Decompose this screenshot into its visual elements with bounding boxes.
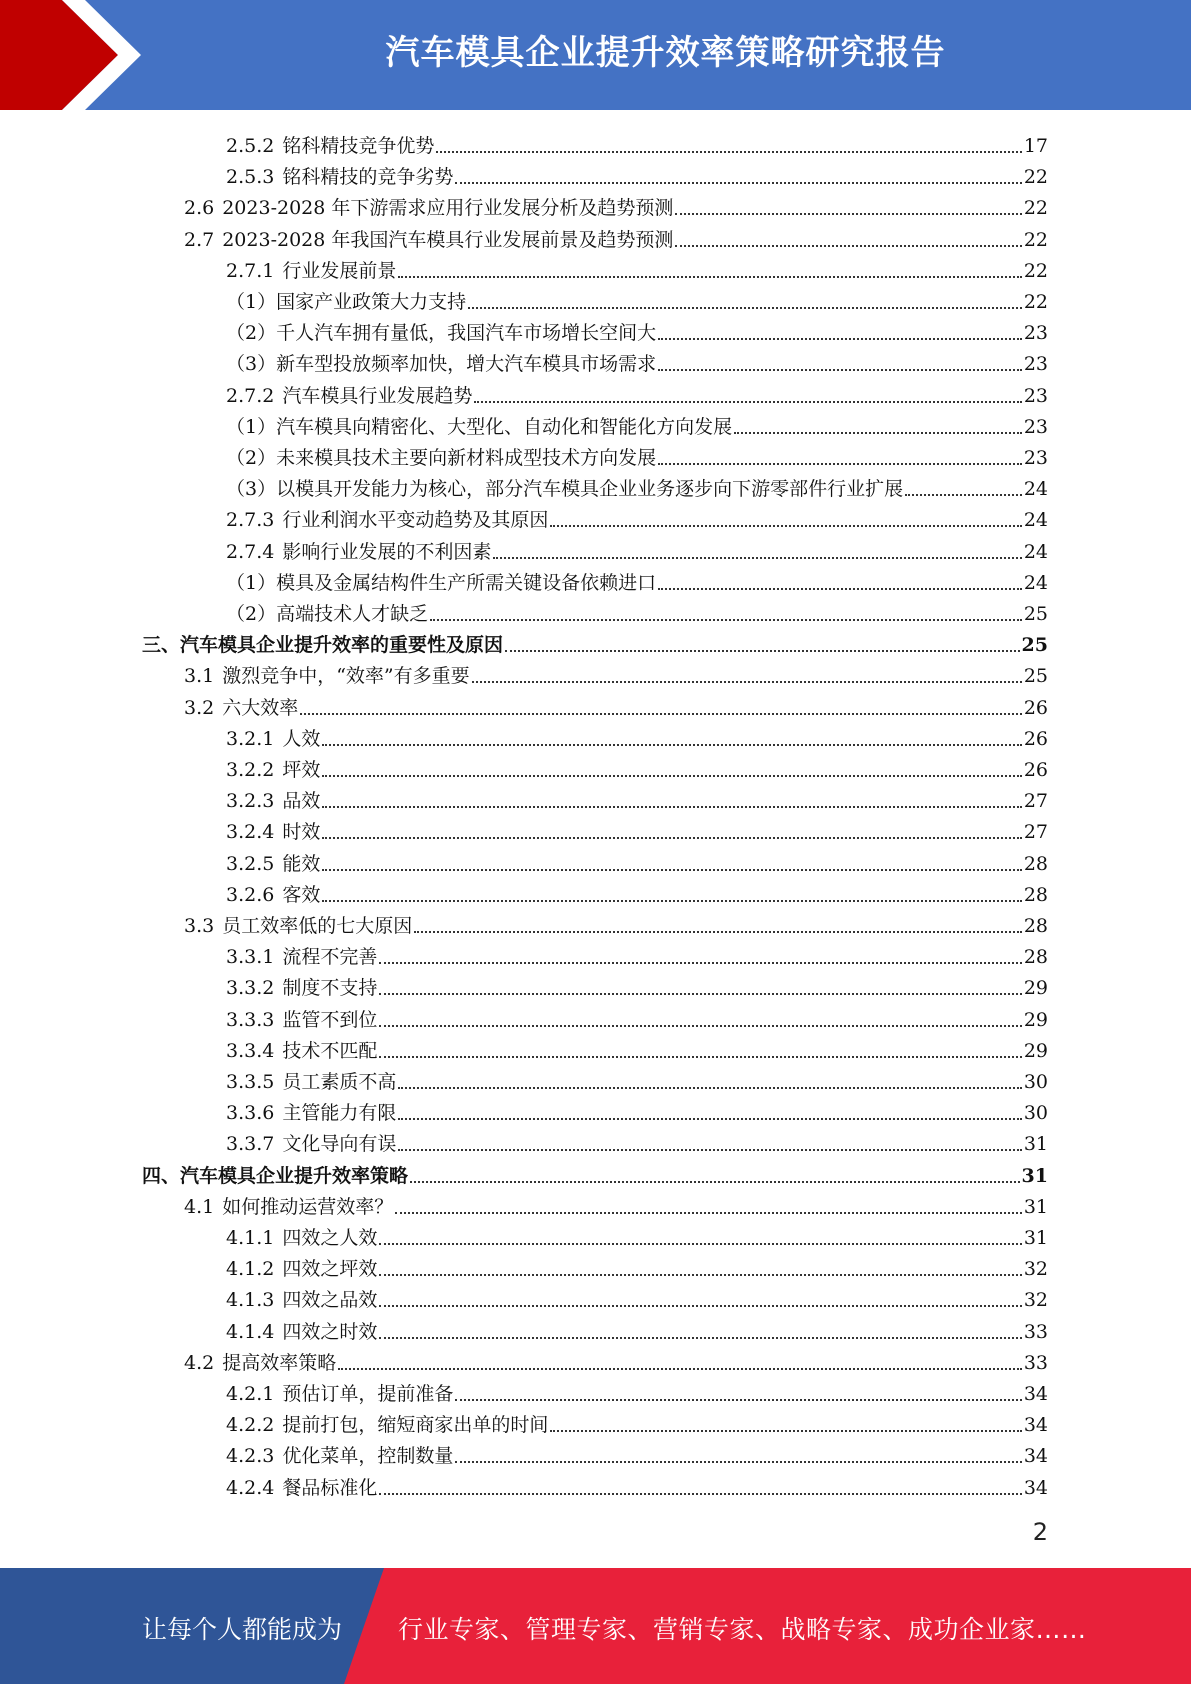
toc-entry-title: 六大效率 (222, 696, 299, 719)
toc-leader-dots (472, 681, 1022, 683)
toc-entry-number: 3.2.3 (226, 790, 275, 813)
toc-leader-dots (322, 837, 1021, 839)
toc-leader-dots (322, 900, 1021, 902)
toc-entry-label (184, 1350, 336, 1376)
toc-entry-title: （2）未来模具技术主要向新材料成型技术方向发展 (226, 447, 657, 469)
toc-entry-page: 32 (1023, 1289, 1048, 1312)
toc-leader-dots (436, 151, 1021, 153)
toc-entry-page: 28 (1023, 946, 1048, 969)
toc-entry-label (184, 1194, 393, 1220)
toc-entry-label (226, 133, 434, 159)
page-header (0, 0, 1191, 110)
toc-entry-label (226, 383, 472, 409)
toc-entry-page: 28 (1023, 883, 1048, 906)
toc-entry-title: 主管能力有限 (282, 1102, 397, 1125)
toc-entry-title: 影响行业发展的不利因素 (282, 540, 492, 563)
toc-entry-title: （3）以模具开发能力为核心，部分汽车模具企业业务逐步向下游零部件行业扩展 (226, 478, 904, 501)
toc-entry-label (226, 289, 466, 315)
toc-entry-page: 22 (1023, 197, 1048, 220)
toc-entry-number: 3.2.5 (226, 852, 275, 875)
toc-entry-label (226, 975, 377, 1001)
page-number: 2 (1032, 1518, 1048, 1546)
toc-entry[interactable] (184, 1345, 1048, 1376)
toc-entry-number: 4.1.2 (226, 1258, 275, 1281)
toc-entry[interactable] (226, 1126, 1048, 1157)
toc-entry-title: 铭科精技的竞争劣势 (282, 166, 454, 189)
toc-entry-label (226, 819, 320, 845)
toc-entry-page: 34 (1023, 1414, 1048, 1437)
toc-entry-number: 3.3.3 (226, 1008, 275, 1031)
toc-entry-number: 2.7.3 (226, 509, 275, 532)
toc-entry-page: 28 (1023, 915, 1048, 937)
toc-entry-page: 27 (1023, 821, 1048, 844)
toc-entry[interactable] (226, 1220, 1048, 1251)
toc-entry-title: 制度不支持 (282, 977, 378, 1000)
toc-entry[interactable] (226, 721, 1048, 752)
toc-entry-title: 如何推动运营效率？ (222, 1195, 394, 1218)
toc-entry-label (142, 632, 503, 658)
toc-entry-number: 4.2.2 (226, 1414, 275, 1437)
toc-entry-title: 客效 (282, 883, 321, 906)
toc-entry-title: 行业利润水平变动趋势及其原因 (282, 509, 549, 532)
toc-entry[interactable] (184, 190, 1048, 221)
toc-entry-title: 行业发展前景 (282, 259, 397, 282)
toc-entry-number: 3.3.7 (226, 1133, 275, 1156)
toc-entry-label (226, 351, 656, 377)
toc-entry-page: 25 (1021, 634, 1048, 657)
toc-entry[interactable] (226, 814, 1048, 845)
toc-leader-dots (379, 962, 1021, 964)
toc-entry-label (226, 414, 732, 440)
toc-entry-page: 34 (1023, 1445, 1048, 1468)
toc-leader-dots (734, 432, 1022, 434)
toc-leader-dots (379, 1337, 1021, 1339)
toc-entry-number: 2.6 (184, 197, 215, 220)
toc-entry-label (184, 913, 412, 939)
toc-leader-dots (675, 213, 1021, 215)
toc-leader-dots (675, 245, 1021, 247)
toc-leader-dots (322, 744, 1021, 746)
toc-entry[interactable] (184, 1189, 1048, 1220)
toc-entry-page: 26 (1023, 696, 1048, 719)
toc-entry[interactable] (226, 1095, 1048, 1126)
toc-entry[interactable] (226, 1376, 1048, 1407)
toc-entry-label (226, 258, 396, 284)
toc-entry[interactable] (184, 908, 1048, 939)
toc-entry[interactable] (226, 970, 1048, 1001)
toc-leader-dots (658, 463, 1022, 465)
toc-entry-label (226, 507, 548, 533)
toc-entry-number: 3.3.5 (226, 1071, 275, 1093)
toc-entry-title: 四效之坪效 (282, 1258, 378, 1281)
toc-entry-title: 四效之人效 (282, 1227, 378, 1249)
toc-entry[interactable] (184, 658, 1048, 689)
toc-entry-title: 三、汽车模具企业提升效率的重要性及原因 (142, 634, 504, 657)
toc-entry-label (226, 944, 377, 970)
toc-entry-title: 品效 (282, 790, 321, 813)
toc-entry-title: （1）国家产业政策大力支持 (226, 291, 467, 313)
toc-entry-page: 30 (1023, 1071, 1048, 1093)
toc-entry-title: 铭科精技竞争优势 (282, 135, 435, 157)
toc-leader-dots (379, 1274, 1021, 1276)
toc-entry[interactable] (226, 1438, 1048, 1469)
toc-leader-dots (550, 1430, 1021, 1432)
toc-entry-page: 31 (1021, 1164, 1048, 1187)
toc-entry-label (226, 851, 320, 877)
toc-leader-dots (455, 1399, 1021, 1401)
toc-entry-page: 32 (1023, 1258, 1048, 1281)
footer-slogan-right: 行业专家、管理专家、营销专家、战略专家、成功企业家…… (398, 1615, 1087, 1644)
toc-entry-number: 3.1 (184, 665, 215, 688)
toc-entry-label (226, 1100, 396, 1126)
toc-entry-page: 34 (1023, 1383, 1048, 1405)
toc-entry[interactable] (226, 1033, 1048, 1064)
toc-entry-page: 22 (1023, 228, 1048, 251)
toc-entry[interactable] (226, 1251, 1048, 1282)
toc-entry-number: 4.2 (184, 1351, 215, 1374)
toc-entry-number: 3.3 (184, 915, 215, 937)
toc-entry-title: 2023-2028 年我国汽车模具行业发展前景及趋势预测 (222, 228, 674, 251)
toc-entry-title: 文化导向有误 (282, 1133, 397, 1156)
toc-entry-label (226, 757, 320, 783)
toc-entry[interactable] (226, 783, 1048, 814)
toc-entry-label (226, 1287, 377, 1313)
toc-entry[interactable] (226, 159, 1048, 190)
toc-entry-number: 4.2.4 (226, 1476, 275, 1499)
toc-entry-label (226, 445, 656, 471)
toc-leader-dots (474, 401, 1021, 403)
toc-leader-dots (398, 276, 1021, 278)
toc-entry-page: 24 (1023, 540, 1048, 563)
toc-entry-page: 26 (1023, 727, 1048, 750)
toc-entry-page: 29 (1023, 977, 1048, 1000)
toc-entry-title: （2）千人汽车拥有量低，我国汽车市场增长空间大 (226, 322, 657, 345)
toc-leader-dots (322, 775, 1021, 777)
toc-entry[interactable] (226, 877, 1048, 908)
toc-entry-page: 27 (1023, 790, 1048, 813)
toc-entry-number: 3.3.6 (226, 1102, 275, 1125)
toc-entry-number: 2.7.2 (226, 384, 275, 407)
toc-entry-page: 22 (1023, 291, 1048, 313)
toc-entry-title: 时效 (282, 821, 321, 844)
toc-entry-label (226, 1319, 377, 1345)
toc-entry-page: 29 (1023, 1039, 1048, 1062)
toc-entry[interactable] (226, 1314, 1048, 1345)
toc-entry-page: 34 (1023, 1476, 1048, 1499)
toc-entry[interactable] (226, 440, 1048, 471)
toc-entry-number: 4.1.1 (226, 1227, 275, 1249)
toc-entry-title: 员工素质不高 (282, 1071, 397, 1093)
toc-entry-page: 22 (1023, 166, 1048, 189)
toc-leader-dots (505, 650, 1020, 652)
toc-entry-number: 2.7.1 (226, 259, 275, 282)
toc-entry-label (226, 1038, 377, 1064)
toc-leader-dots (300, 713, 1022, 715)
toc-entry[interactable] (226, 346, 1048, 377)
toc-entry[interactable] (226, 378, 1048, 409)
toc-entry-page: 33 (1023, 1351, 1048, 1374)
toc-entry-title: 提高效率策略 (222, 1351, 337, 1374)
toc-entry-page: 24 (1023, 478, 1048, 501)
toc-entry-title: 优化菜单，控制数量 (282, 1445, 454, 1468)
toc-entry-number: 3.3.4 (226, 1039, 275, 1062)
toc-entry-number: 3.2.6 (226, 883, 275, 906)
toc-leader-dots (468, 307, 1022, 309)
toc-entry-label (226, 570, 656, 596)
toc-entry-number: 3.2.1 (226, 727, 275, 750)
toc-entry-page: 33 (1023, 1320, 1048, 1343)
toc-entry-number: 4.1.4 (226, 1320, 275, 1343)
toc-leader-dots (398, 1118, 1021, 1120)
toc-entry-label (184, 195, 673, 221)
toc-leader-dots (414, 931, 1022, 933)
toc-leader-dots (379, 1243, 1021, 1245)
toc-entry[interactable] (226, 315, 1048, 346)
toc-leader-dots (550, 525, 1021, 527)
toc-entry[interactable] (226, 1407, 1048, 1438)
toc-entry[interactable] (226, 752, 1048, 783)
toc-leader-dots (322, 869, 1021, 871)
page-footer (0, 1568, 1191, 1684)
toc-entry[interactable] (226, 534, 1048, 565)
toc-entry-label (226, 1007, 377, 1033)
toc-entry-title: （1）模具及金属结构件生产所需关键设备依赖进口 (226, 571, 657, 594)
toc-entry[interactable] (226, 596, 1048, 627)
toc-entry-label (184, 227, 673, 253)
toc-entry-number: 2.5.3 (226, 166, 275, 189)
toc-entry-page: 23 (1023, 384, 1048, 407)
toc-entry-page: 23 (1023, 322, 1048, 345)
toc-entry-number: 2.7.4 (226, 540, 275, 563)
toc-entry-number: 4.2.3 (226, 1445, 275, 1468)
toc-entry-page: 22 (1023, 259, 1048, 282)
toc-entry[interactable] (226, 1282, 1048, 1313)
toc-entry-label (226, 476, 903, 502)
toc-entry[interactable] (142, 627, 1048, 658)
toc-entry-page: 25 (1023, 665, 1048, 688)
toc-leader-dots (455, 1461, 1021, 1463)
header-title: 汽车模具企业提升效率策略研究报告 (385, 33, 946, 73)
toc-entry-page: 23 (1023, 415, 1048, 438)
toc-entry-label (142, 1163, 408, 1189)
toc-entry-title: 员工效率低的七大原因 (222, 915, 413, 937)
toc-entry[interactable] (226, 471, 1048, 502)
toc-leader-dots (379, 993, 1021, 995)
toc-entry-title: 预估订单，提前准备 (282, 1383, 454, 1405)
toc-entry-number: 2.5.2 (226, 135, 275, 157)
toc-entry-title: （1）汽车模具向精密化、大型化、自动化和智能化方向发展 (226, 415, 733, 438)
toc-leader-dots (379, 1493, 1021, 1495)
toc-entry-label (226, 1443, 453, 1469)
toc-entry-title: （2）高端技术人才缺乏 (226, 603, 429, 625)
header-arrow-decoration (0, 0, 160, 110)
toc-entry[interactable] (226, 409, 1048, 440)
toc-entry[interactable] (184, 690, 1048, 721)
toc-entry[interactable] (184, 222, 1048, 253)
toc-leader-dots (658, 369, 1022, 371)
toc-entry-label (226, 1256, 377, 1282)
toc-leader-dots (455, 182, 1021, 184)
toc-leader-dots (379, 1025, 1021, 1027)
toc-entry-page: 17 (1023, 135, 1048, 157)
toc-entry-label (226, 726, 320, 752)
toc-entry-page: 28 (1023, 852, 1048, 875)
toc-entry-title: 技术不匹配 (282, 1039, 378, 1062)
toc-entry-label (226, 1475, 377, 1501)
toc-entry-label (184, 695, 298, 721)
toc-entry-number: 3.2.4 (226, 821, 275, 844)
toc-leader-dots (493, 557, 1021, 559)
toc-entry-title: 监管不到位 (282, 1008, 378, 1031)
toc-entry-label (226, 1225, 377, 1251)
toc-entry-label (226, 788, 320, 814)
toc-entry-page: 30 (1023, 1102, 1048, 1125)
toc-entry-title: 四效之品效 (282, 1289, 378, 1312)
toc-entry-page: 24 (1023, 571, 1048, 594)
toc-entry[interactable] (226, 1470, 1048, 1501)
toc-entry-title: 能效 (282, 852, 321, 875)
toc-entry[interactable] (226, 253, 1048, 284)
toc-entry-title: 提前打包，缩短商家出单的时间 (282, 1414, 549, 1437)
toc-entry-page: 24 (1023, 509, 1048, 532)
toc-entry-label (226, 164, 453, 190)
toc-entry-page: 25 (1023, 603, 1048, 625)
toc-entry-number: 3.2 (184, 696, 215, 719)
toc-entry-title: 四效之时效 (282, 1320, 378, 1343)
toc-entry[interactable] (226, 939, 1048, 970)
toc-entry-title: 人效 (282, 727, 321, 750)
toc-entry-number: 4.1.3 (226, 1289, 275, 1312)
toc-entry-label (226, 1412, 548, 1438)
toc-entry-label (226, 539, 491, 565)
toc-leader-dots (398, 1087, 1021, 1089)
toc-leader-dots (658, 588, 1022, 590)
toc-leader-dots (379, 1056, 1021, 1058)
toc-entry[interactable] (226, 1064, 1048, 1095)
toc-entry-label (226, 1381, 453, 1407)
toc-entry-page: 23 (1023, 353, 1048, 376)
toc-leader-dots (398, 1149, 1021, 1151)
toc-entry-label (226, 1131, 396, 1157)
toc-entry-page: 26 (1023, 759, 1048, 781)
toc-leader-dots (379, 1305, 1021, 1307)
toc-leader-dots (410, 1181, 1020, 1183)
toc-leader-dots (322, 806, 1021, 808)
toc-entry-page: 31 (1023, 1133, 1048, 1156)
toc-entry[interactable] (226, 1002, 1048, 1033)
toc-entry-title: （3）新车型投放频率加快，增大汽车模具市场需求 (226, 353, 657, 376)
toc-entry-page: 31 (1023, 1227, 1048, 1249)
toc-entry-title: 餐品标准化 (282, 1476, 378, 1499)
toc-entry[interactable] (226, 284, 1048, 315)
toc-entry-page: 23 (1023, 447, 1048, 469)
toc-entry-page: 31 (1023, 1195, 1048, 1218)
toc-entry[interactable] (226, 565, 1048, 596)
toc-entry[interactable] (226, 846, 1048, 877)
toc-entry-number: 3.3.2 (226, 977, 275, 1000)
toc-entry-title: 2023-2028 年下游需求应用行业发展分析及趋势预测 (222, 197, 674, 220)
toc-leader-dots (905, 494, 1022, 496)
toc-leader-dots (338, 1368, 1022, 1370)
toc-leader-dots (395, 1212, 1022, 1214)
toc-entry[interactable] (226, 502, 1048, 533)
toc-entry-number: 3.2.2 (226, 759, 275, 781)
toc-leader-dots (658, 338, 1022, 340)
toc-entry-number: 2.7 (184, 228, 215, 251)
toc-entry-label (226, 601, 428, 627)
toc-entry-title: 激烈竞争中，“效率”有多重要 (222, 665, 470, 688)
toc-entry-label (226, 882, 320, 908)
toc-entry[interactable] (226, 128, 1048, 159)
toc-leader-dots (430, 619, 1022, 621)
toc-entry-title: 坪效 (282, 759, 321, 781)
toc-entry-title: 四、汽车模具企业提升效率策略 (142, 1164, 409, 1187)
toc-entry[interactable] (142, 1158, 1048, 1189)
toc-entry-title: 汽车模具行业发展趋势 (282, 384, 473, 407)
toc-entry-number: 4.1 (184, 1195, 215, 1218)
toc-entry-label (226, 1069, 396, 1095)
toc-entry-number: 4.2.1 (226, 1383, 275, 1405)
toc-entry-label (226, 320, 656, 346)
toc-entry-page: 29 (1023, 1008, 1048, 1031)
toc-entry-label (184, 663, 470, 689)
toc-entry-title: 流程不完善 (282, 946, 378, 969)
footer-slogan-left: 让每个人都能成为 (142, 1615, 343, 1644)
toc-entry-number: 3.3.1 (226, 946, 275, 969)
